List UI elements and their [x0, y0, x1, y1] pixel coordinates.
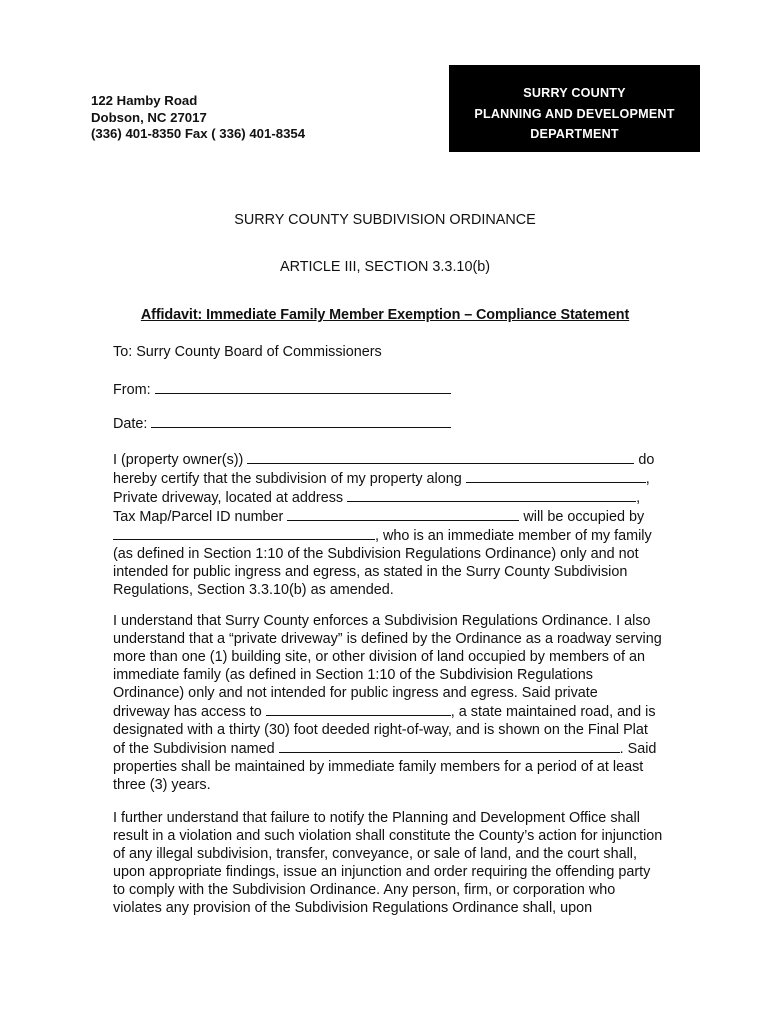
address-blank[interactable]	[347, 488, 636, 502]
text-line: result in a violation and such violation shall constitute the County’s action for injunction	[113, 828, 663, 844]
department-line-1: SURRY COUNTY	[523, 86, 626, 100]
text-span: driveway has access to	[113, 704, 262, 720]
affidavit-title: Affidavit: Immediate Family Member Exemption – Compliance Statement	[140, 307, 630, 323]
department-line-2: PLANNING AND DEVELOPMENT	[474, 106, 675, 121]
text-span: I (property owner(s))	[113, 452, 244, 468]
violation-paragraph	[113, 809, 673, 917]
parcel-id-blank[interactable]	[287, 507, 519, 521]
text-line: understand that a “private driveway” is defined by the Ordinance as a roadway serving	[113, 631, 662, 647]
text-line: immediate family (as defined in Section 1:10 of the Subdivision Regulations	[113, 667, 593, 683]
address-city: Dobson, NC 27017	[91, 109, 207, 125]
text-span: Private driveway, located at address	[113, 490, 344, 506]
text-span: do	[638, 452, 655, 468]
text-line: Ordinance) only and not intended for public ingress and egress. Said private	[113, 685, 598, 701]
date-line	[113, 414, 451, 432]
text-line: I understand that Surry County enforces a Subdivision Regulations Ordinance. I also	[113, 613, 651, 629]
department-header-box	[449, 65, 700, 152]
subdivision-name-blank[interactable]	[279, 739, 620, 753]
to-line: To: Surry County Board of Commissioners	[113, 344, 382, 360]
text-line: of any illegal subdivision, transfer, conveyance, or sale of land, and the court shall,	[113, 846, 637, 862]
state-road-blank[interactable]	[266, 702, 451, 716]
text-span: hereby certify that the subdivision of my property along	[113, 471, 462, 487]
text-line: upon appropriate findings, issue an injunction and order requiring the offending party	[113, 864, 651, 880]
text-span: will be occupied by	[523, 509, 645, 525]
property-road-blank[interactable]	[466, 469, 646, 483]
article-title: ARTICLE III, SECTION 3.3.10(b)	[279, 259, 491, 275]
family-member-blank[interactable]	[113, 526, 375, 540]
from-line	[113, 380, 451, 398]
text-line: I further understand that failure to notify the Planning and Development Office shall	[113, 810, 640, 826]
office-address	[91, 93, 305, 143]
text-line: properties shall be maintained by immediate family members for a period of at least	[113, 759, 644, 775]
certification-paragraph	[113, 450, 673, 599]
text-span: . Said	[619, 741, 657, 757]
text-line: three (3) years.	[113, 777, 211, 793]
text-span: Tax Map/Parcel ID number	[113, 509, 284, 525]
understanding-paragraph	[113, 612, 673, 794]
text-span: , a state maintained road, and is	[450, 704, 656, 720]
property-owner-blank[interactable]	[247, 450, 634, 464]
address-street: 122 Hamby Road	[91, 93, 198, 108]
from-label: From:	[113, 382, 151, 398]
text-span: ,	[645, 471, 650, 487]
text-line: (as defined in Section 1:10 of the Subdivision Regulations Ordinance) only and not	[113, 546, 639, 562]
text-span: ,	[636, 490, 641, 506]
department-line-3: DEPARTMENT	[530, 127, 619, 141]
text-line: Regulations, Section 3.3.10(b) as amended.	[113, 582, 394, 598]
text-line: violates any provision of the Subdivision Regulations Ordinance shall, upon	[113, 900, 593, 916]
text-line: designated with a thirty (30) foot deeded right-of-way, and is shown on the Final Plat	[113, 722, 648, 738]
from-blank[interactable]	[155, 380, 451, 394]
date-label: Date:	[113, 416, 148, 432]
date-blank[interactable]	[151, 414, 451, 428]
address-phone-fax: (336) 401-8350 Fax ( 336) 401-8354	[91, 126, 306, 141]
ordinance-title: SURRY COUNTY SUBDIVISION ORDINANCE	[234, 212, 536, 228]
text-span: , who is an immediate member of my family	[375, 528, 652, 544]
text-line: to comply with the Subdivision Ordinance. Any person, firm, or corporation who	[113, 882, 616, 898]
text-span: of the Subdivision named	[113, 741, 275, 757]
text-line: more than one (1) building site, or other division of land occupied by members of an	[113, 649, 645, 665]
text-line: intended for public ingress and egress, as stated in the Surry County Subdivision	[113, 564, 628, 580]
